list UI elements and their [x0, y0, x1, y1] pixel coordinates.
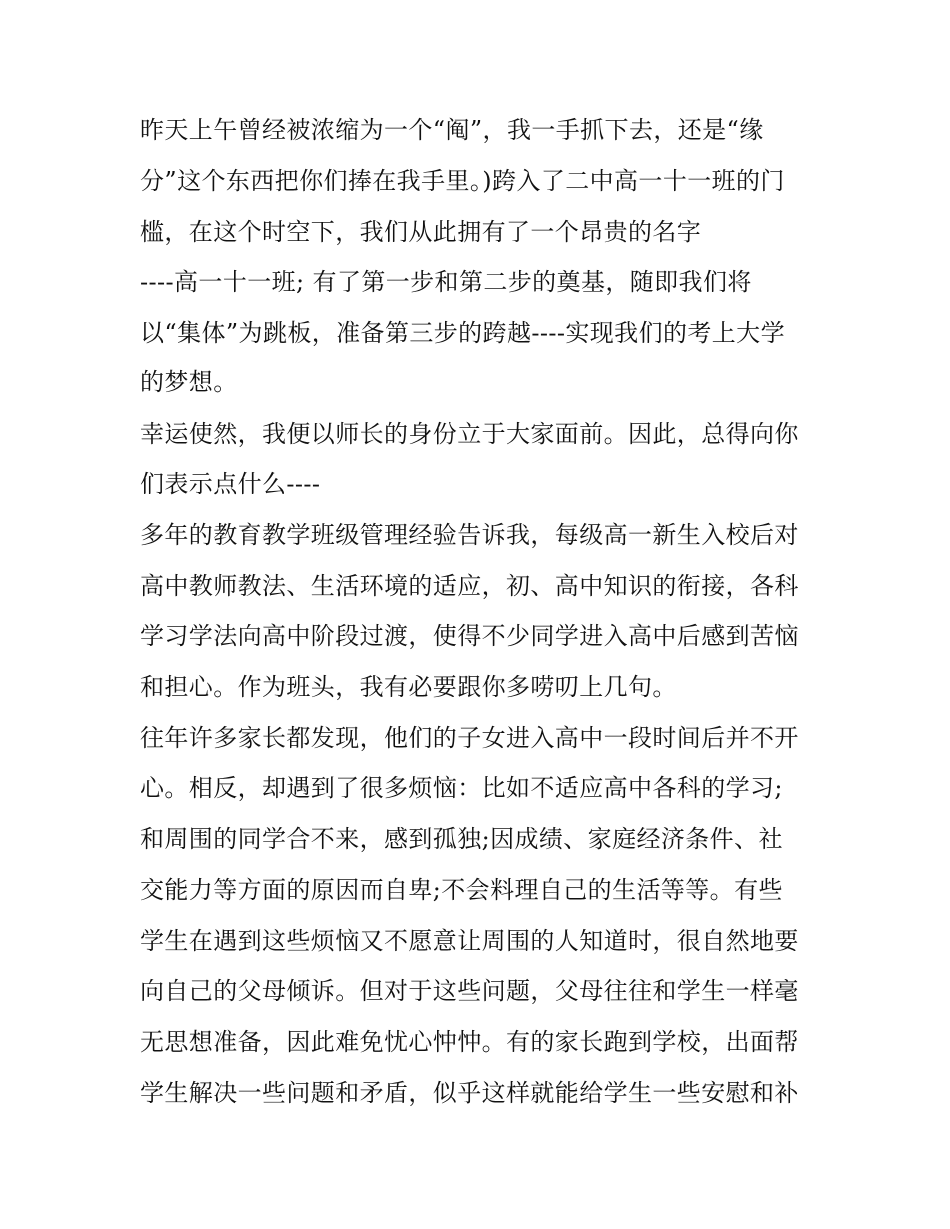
- text-line: 分”这个东西把你们捧在我手里。)跨入了二中高一十一班的门: [140, 167, 785, 195]
- text-line: 以“集体”为跳板，准备第三步的跨越----实现我们的考上大学: [140, 319, 785, 347]
- text-line: 高中教师教法、生活环境的适应，初、高中知识的衔接，各科: [140, 572, 799, 600]
- text-line: 昨天上午曾经被浓缩为一个“阄”，我一手抓下去，还是“缘: [140, 116, 764, 144]
- text-line: 向自己的父母倾诉。但对于这些问题，父母往往和学生一样毫: [140, 977, 799, 1005]
- text-line: 多年的教育教学班级管理经验告诉我，每级高一新生入校后对: [140, 521, 799, 549]
- text-line: 交能力等方面的原因而自卑;不会料理自己的生活等等。有些: [140, 876, 783, 904]
- text-line: 们表示点什么----: [140, 470, 321, 498]
- text-line: 和担心。作为班头，我有必要跟你多唠叨上几句。: [140, 673, 677, 701]
- text-line: 心。相反，却遇到了很多烦恼：比如不适应高中各科的学习;: [140, 774, 783, 802]
- text-line: ----高一十一班; 有了第一步和第二步的奠基，随即我们将: [140, 268, 752, 296]
- text-line: 和周围的同学合不来，感到孤独;因成绩、家庭经济条件、社: [140, 825, 783, 853]
- text-line: 无思想准备，因此难免忧心忡忡。有的家长跑到学校，出面帮: [140, 1028, 799, 1056]
- text-line: 幸运使然，我便以师长的身份立于大家面前。因此，总得向你: [140, 420, 799, 448]
- text-line: 往年许多家长都发现，他们的子女进入高中一段时间后并不开: [140, 724, 799, 752]
- text-line: 槛，在这个时空下，我们从此拥有了一个昂贵的名字: [140, 218, 702, 246]
- text-line: 学生在遇到这些烦恼又不愿意让周围的人知道时，很自然地要: [140, 927, 799, 955]
- text-line: 学习学法向高中阶段过渡，使得不少同学进入高中后感到苦恼: [140, 622, 799, 650]
- text-line: 学生解决一些问题和矛盾，似乎这样就能给学生一些安慰和补: [140, 1079, 799, 1107]
- text-line: 的梦想。: [140, 368, 238, 396]
